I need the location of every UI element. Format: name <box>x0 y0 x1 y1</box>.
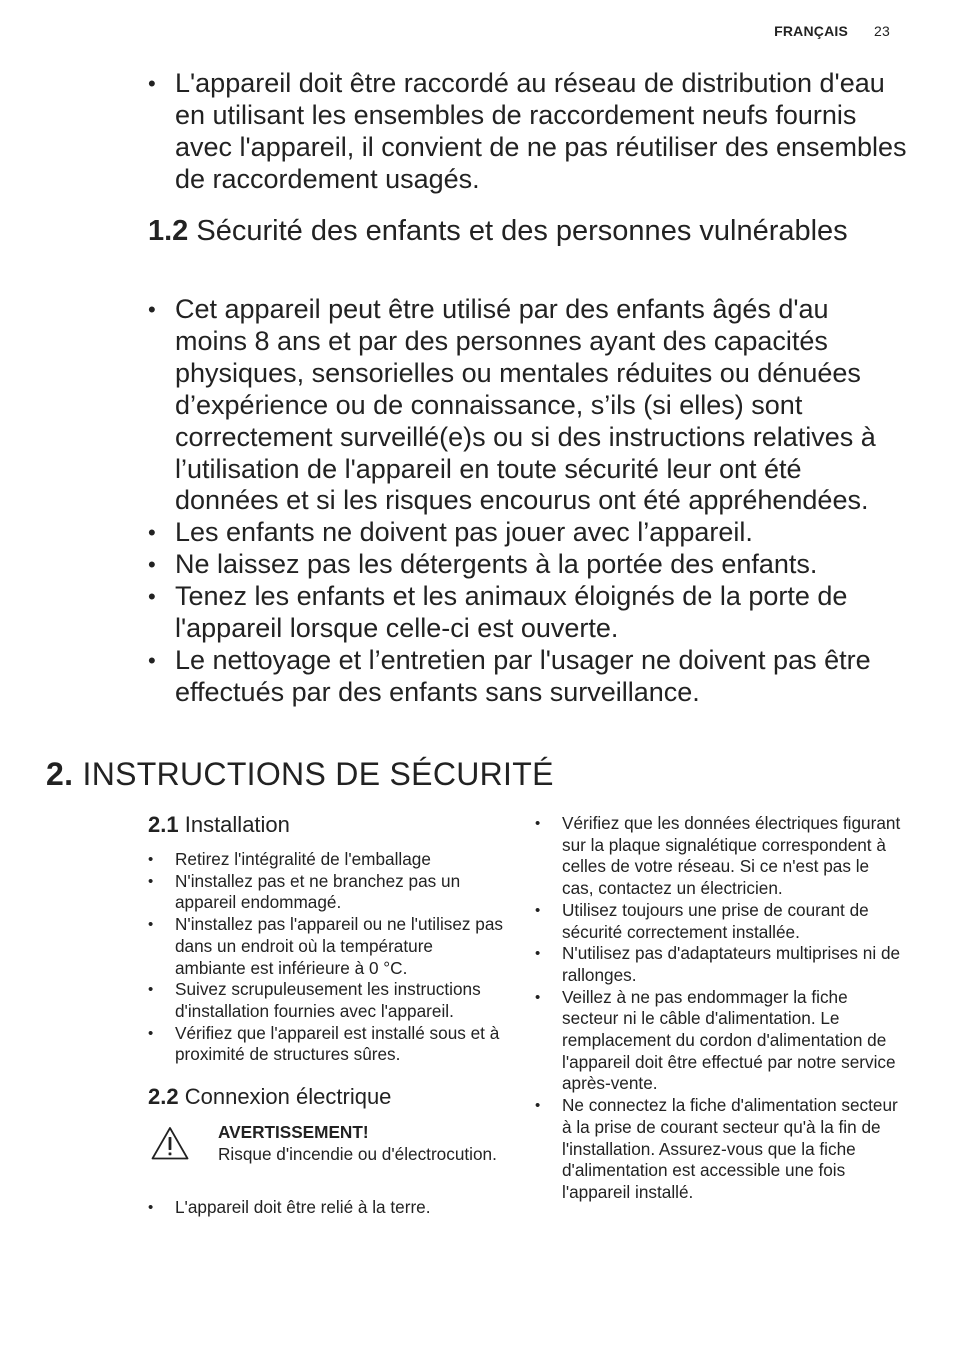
left-column <box>148 812 508 1219</box>
section-2-heading <box>46 756 554 793</box>
section-number: 2.1 <box>148 812 179 837</box>
section-number: 2.2 <box>148 1084 179 1110</box>
warning-box <box>148 1122 508 1182</box>
list-item: • Les enfants ne doivent pas jouer avec l’appareil. <box>148 517 908 549</box>
list-item: • Cet appareil peut être utilisé par des enfants âgés d'au moins 8 ans et par des personnes ayant des capacités physiques, sensorielles ou mentales réduites ou dénuées d’expérience ou de connaissance, s’ils (si elles) sont correctement surveillé(e)s ou si des instructions relatives à l’utilisation de l'appareil en toute sécurité leur ont été données et si les risques encourus ont été appréhendées. <box>148 294 908 517</box>
section-2-2-heading <box>148 1084 508 1110</box>
list-item: • Ne connectez la fiche d'alimentation secteur à la prise de courant secteur qu'à la fin de l'installation. Assurez-vous que la fiche d'alimentation est accessible une fois l'appareil installé. <box>535 1095 905 1204</box>
list-item: • Vérifiez que les données électriques figurant sur la plaque signalétique correspondent à celles de votre réseau. Si ce n'est pas le cas, contactez un électricien. <box>535 813 905 900</box>
list-item: • Veillez à ne pas endommager la fiche secteur ni le câble d'alimentation. Le remplacement du cordon d'alimentation de l'appareil doit être effectué par notre service après-vente. <box>535 987 905 1096</box>
section-title: Sécurité des enfants et des personnes vulnérables <box>196 215 848 247</box>
right-column <box>535 813 905 1204</box>
warning-text: Risque d'incendie ou d'électrocution. <box>218 1143 497 1164</box>
page-header <box>774 23 890 39</box>
list-item: • Utilisez toujours une prise de courant de sécurité correctement installée. <box>535 900 905 943</box>
section-1-2-heading <box>148 214 888 249</box>
list-item: • Le nettoyage et l’entretien par l'usager ne doivent pas être effectués par des enfants sans surveillance. <box>148 645 908 709</box>
warning-triangle-icon <box>150 1125 190 1161</box>
page-number: 23 <box>874 23 890 39</box>
section-2-2-list-right <box>535 813 905 1204</box>
warning-title: AVERTISSEMENT! <box>218 1122 369 1143</box>
section-2-2-list-left <box>148 1197 508 1219</box>
section-number: 1.2 <box>148 215 189 247</box>
section-title: INSTRUCTIONS DE SÉCURITÉ <box>82 756 554 792</box>
section-title: Installation <box>184 812 290 837</box>
section-title: Connexion électrique <box>184 1084 392 1110</box>
section-number: 2. <box>46 756 74 792</box>
section-2-1-list <box>148 849 508 1066</box>
list-item: • Tenez les enfants et les animaux éloignés de la porte de l'appareil lorsque celle-ci est ouverte. <box>148 581 908 645</box>
list-item: • Retirez l'intégralité de l'emballage <box>148 849 508 871</box>
list-item: • Suivez scrupuleusement les instructions d'installation fournies avec l'appareil. <box>148 979 508 1022</box>
list-item: • L'appareil doit être raccordé au réseau de distribution d'eau en utilisant les ensembles de raccordement neufs fournis avec l'appareil, il convient de ne pas réutiliser des ensembles de raccordement usagés. <box>148 68 908 196</box>
list-item: • N'utilisez pas d'adaptateurs multiprises ni de rallonges. <box>535 943 905 986</box>
section-1-2-list <box>148 294 908 709</box>
list-item: • Vérifiez que l'appareil est installé sous et à proximité de structures sûres. <box>148 1023 508 1066</box>
section-2-1-heading <box>148 812 508 838</box>
language-label: FRANÇAIS <box>774 23 849 39</box>
list-item: • Ne laissez pas les détergents à la portée des enfants. <box>148 549 908 581</box>
list-item: • N'installez pas l'appareil ou ne l'utilisez pas dans un endroit où la température ambiante est inférieure à 0 °C. <box>148 914 508 979</box>
list-item: • N'installez pas et ne branchez pas un appareil endommagé. <box>148 871 508 914</box>
list-item: • L'appareil doit être relié à la terre. <box>148 1197 508 1219</box>
section-1-1-tail-list <box>148 68 908 196</box>
